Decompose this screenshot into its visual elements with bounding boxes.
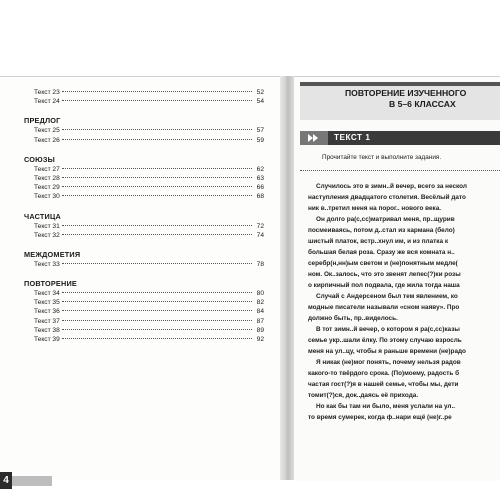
toc-entry (24, 222, 264, 231)
toc-entry-title: Текст 26 (34, 136, 60, 144)
toc-entry-page: 62 (256, 165, 264, 173)
toc-leader-dots (62, 195, 252, 196)
toc-entry-title: Текст 38 (34, 326, 60, 334)
toc-entry (24, 326, 264, 335)
toc-leader-dots (62, 310, 252, 311)
toc-leader-dots (62, 234, 252, 235)
toc-entry-page: 74 (256, 231, 264, 239)
toc-entry-page: 72 (256, 222, 264, 230)
passage-line: ном. Ок..залось, что это звенят лепес(?)ки розы (308, 271, 461, 278)
toc-leader-dots (62, 186, 252, 187)
toc-leader-dots (62, 263, 252, 264)
toc-entry-title: Текст 28 (34, 174, 60, 182)
toc-entry-page: 80 (256, 290, 264, 298)
toc-entry-page: 59 (256, 136, 264, 144)
passage-line: семье укр..шали ёлку. По этому случаю взросль (308, 337, 462, 344)
toc-entry (24, 165, 264, 174)
page-number-bar (12, 476, 52, 486)
table-of-contents (24, 88, 264, 344)
toc-entry (24, 260, 264, 269)
topic-title-line2: В 5–6 КЛАССАХ (389, 99, 456, 109)
passage-line: серебр(н,нн)ым светом и (не)понятным медле( (308, 260, 458, 267)
toc-entry (24, 231, 264, 240)
toc-leader-dots (62, 329, 252, 330)
toc-entry-page: 54 (256, 98, 264, 106)
toc-entry-title: Текст 33 (34, 260, 60, 268)
passage-line: посмеиваясь, потом д..стал из кармана (бело) (308, 227, 455, 234)
book-gutter (280, 76, 294, 480)
toc-leader-dots (62, 100, 252, 101)
toc-entry-page: 87 (256, 317, 264, 325)
text-header (300, 131, 500, 145)
banner-strip (300, 82, 500, 86)
toc-entry-page: 84 (256, 308, 264, 316)
toc-entry-title: Текст 36 (34, 308, 60, 316)
passage-line: то время сумерек, когда ф..нари ещё (не)г..ре (308, 414, 452, 421)
page-number-left: 4 (0, 472, 12, 489)
toc-entry-title: Текст 29 (34, 184, 60, 192)
toc-leader-dots (62, 177, 252, 178)
passage-line: Но как бы там ни было, меня услали на ул.. (316, 403, 456, 410)
double-arrow-icon (308, 133, 320, 143)
toc-entry-title: Текст 30 (34, 193, 60, 201)
toc-section-heading: ЧАСТИЦА (24, 211, 62, 221)
toc-entry-title: Текст 23 (34, 89, 60, 96)
toc-section-heading: ПОВТОРЕНИЕ (24, 279, 77, 289)
toc-entry (24, 136, 264, 145)
toc-entry (24, 183, 264, 192)
toc-entry-page: 92 (256, 336, 264, 343)
toc-entry-page: 63 (256, 174, 264, 182)
toc-entry-title: Текст 24 (34, 98, 60, 106)
toc-entry (24, 126, 264, 135)
toc-entry-title: Текст 35 (34, 299, 60, 307)
toc-section-heading: СОЮЗЫ (24, 154, 56, 164)
passage-line: модные писатели называли «сном наяву». Про (308, 304, 460, 311)
passage-line: наступления двадцатого столетия. Весёлый дато (308, 194, 466, 201)
toc-entry-page: 68 (256, 193, 264, 201)
toc-entry (24, 289, 264, 298)
passage-line: томит(?)ся, док..даясь её прихода. (308, 392, 419, 399)
instruction-text: Прочитайте текст и выполните задания. (322, 154, 442, 161)
toc-leader-dots (62, 139, 252, 140)
toc-entry-title: Текст 39 (34, 336, 60, 343)
reading-passage (308, 181, 500, 423)
toc-entry (24, 88, 264, 97)
toc-entry-title: Текст 34 (34, 290, 60, 298)
toc-entry-title: Текст 37 (34, 317, 60, 325)
toc-entry-page: 82 (256, 299, 264, 307)
passage-line: меня на ул..цу, чтобы я раньше времени (не)радо (308, 348, 466, 355)
toc-leader-dots (62, 225, 252, 226)
passage-line: какого-то твёрдого срока. (По)моему, радость б (308, 370, 460, 377)
topic-title (345, 88, 500, 110)
toc-entry-title: Текст 25 (34, 127, 60, 135)
passage-line: должно быть, пр..виделось. (308, 315, 398, 322)
toc-leader-dots (62, 91, 252, 92)
toc-section-heading: ПРЕДЛОГ (24, 116, 61, 126)
passage-line: Я никак (не)мог понять, почему нельзя радов (316, 359, 461, 366)
passage-line: Он долго ра(с,сс)матривал меня, пр..щурив (316, 216, 455, 223)
toc-entry (24, 335, 264, 344)
passage-line: большая белая роза. Сразу же вся комната н.. (308, 249, 455, 256)
toc-entry (24, 307, 264, 316)
toc-leader-dots (62, 129, 252, 130)
toc-entry (24, 97, 264, 106)
passage-line: шистый платок, встр..хнул им, и из платка к (308, 238, 449, 245)
toc-leader-dots (62, 301, 252, 302)
passage-line: частая гост(?)я в нашей семье, чтобы мы, дети (308, 381, 459, 388)
toc-entry (24, 174, 264, 183)
toc-entry (24, 298, 264, 307)
arrow-tab (300, 131, 328, 145)
passage-line: о кирпичный пол подвала, где жила тогда наша (308, 282, 460, 289)
topic-title-line1: ПОВТОРЕНИЕ ИЗУЧЕННОГО (345, 88, 467, 98)
toc-entry-page: 89 (256, 326, 264, 334)
toc-entry (24, 317, 264, 326)
passage-line: ник в..третил меня на порог.. нового века. (308, 205, 442, 212)
toc-leader-dots (62, 292, 252, 293)
toc-entry (24, 192, 264, 201)
passage-line: В тот зимн..й вечер, о котором я ра(с,сс)казы (316, 326, 460, 333)
text-label: ТЕКСТ 1 (334, 133, 371, 142)
toc-section-heading: МЕЖДОМЕТИЯ (24, 249, 81, 259)
toc-entry-title: Текст 31 (34, 222, 60, 230)
passage-line: Случилось это в зимн..й вечер, всего за нескол (316, 183, 467, 190)
toc-entry-title: Текст 27 (34, 165, 60, 173)
answer-line (300, 170, 500, 171)
toc-entry-page: 57 (256, 127, 264, 135)
toc-entry-page: 52 (256, 89, 264, 96)
toc-leader-dots (62, 338, 252, 339)
toc-entry-page: 66 (256, 184, 264, 192)
toc-leader-dots (62, 168, 252, 169)
toc-entry-page: 78 (256, 260, 264, 268)
toc-leader-dots (62, 320, 252, 321)
passage-line: Случай с Андерсеном был тем явлением, ко (316, 293, 458, 300)
toc-entry-title: Текст 32 (34, 231, 60, 239)
